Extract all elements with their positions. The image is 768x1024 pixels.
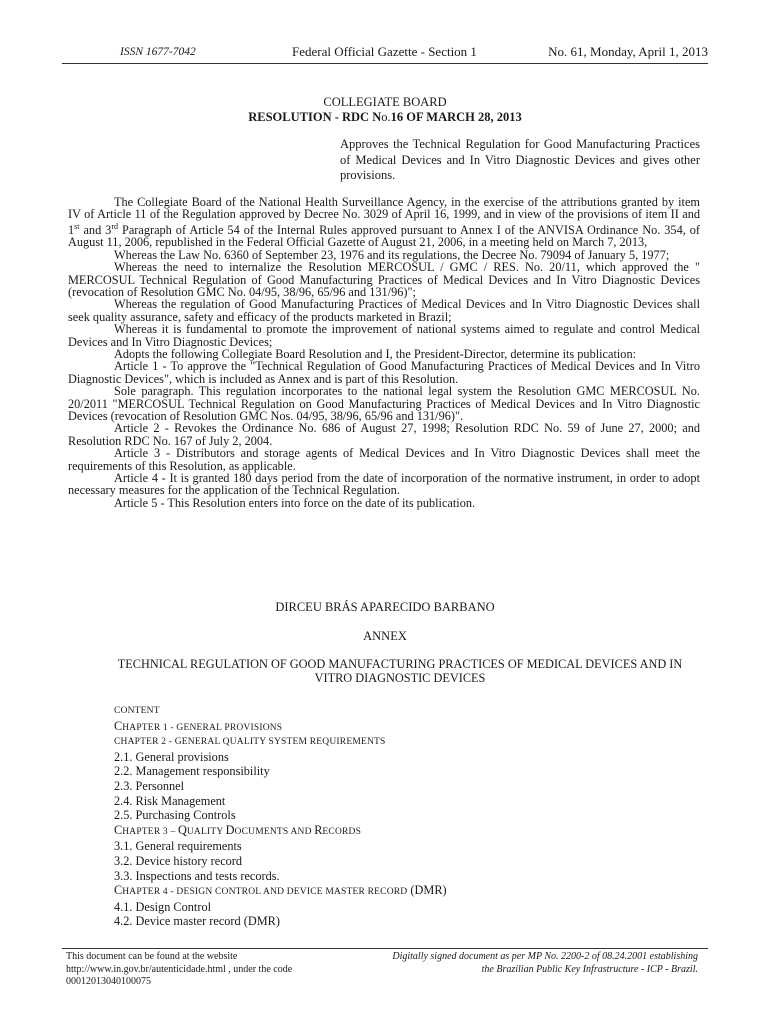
footer-right bbox=[392, 951, 698, 976]
resolution-body bbox=[68, 196, 700, 509]
toc-item: 2.4. Risk Management bbox=[114, 793, 226, 808]
footer-left bbox=[66, 951, 292, 989]
board-title: COLLEGIATE BOARD bbox=[323, 95, 447, 109]
article-4: Article 4 - It is granted 180 days period from the date of incorporation of the normative instrument, in order to adopt necessary measures for the application of the Technical Regulation. bbox=[68, 471, 700, 498]
whereas-paragraph: Whereas it is fundamental to promote the improvement of national systems aimed to regulate and control Medical Devices and In Vitro Diagnostic Devices; bbox=[68, 322, 700, 349]
resolution-title: RESOLUTION - RDC No.16 OF MARCH 28, 2013 bbox=[248, 110, 522, 124]
toc-chapter-3: CHAPTER 3 – QUALITY DOCUMENTS AND RECORDS bbox=[114, 822, 362, 837]
toc-item: 2.3. Personnel bbox=[114, 778, 185, 793]
article-5: Article 5 - This Resolution enters into force on the date of its publication. bbox=[114, 495, 476, 510]
sole-paragraph: Sole paragraph. This regulation incorporates to the national legal system the Resolution GMC MERCOSUL No. 20/2011 "MERCOSUL Technical Regulation on Good Manufacturing Practices of Medical Devices and In Vitro Diagnostic Devices (revocation of Resolution GMC Nos. 04/95, 38/96, 65/96 and 131/96)". bbox=[68, 384, 700, 423]
annex-title: TECHNICAL REGULATION OF GOOD MANUFACTURING PRACTICES OF MEDICAL DEVICES AND IN VITRO DIAGNOSTIC DEVICES bbox=[117, 657, 683, 685]
resolution-summary: Approves the Technical Regulation for Good Manufacturing Practices of Medical Devices and In Vitro Diagnostic Devices and gives other provisions. bbox=[340, 137, 700, 182]
footer-url: http://www.in.gov.br/autenticidade.html , under the code bbox=[66, 963, 293, 975]
whereas-paragraph: Whereas the need to internalize the Resolution MERCOSUL / GMC / RES. No. 20/11, which approved the " MERCOSUL Technical Regulation of Good Manufacturing Practices of Medical Devices and In Vitro Diagnostic Devices (revocation of Resolution GMC No. 04/95, 38/96, 65/96 and 131/96)"; bbox=[68, 260, 700, 299]
whereas-paragraph: Whereas the regulation of Good Manufacturing Practices of Medical Devices and In Vitro Diagnostic Devices shall seek quality assurance, safety and efficacy of the products marketed in Brazil; bbox=[68, 297, 700, 324]
footer-divider bbox=[62, 948, 708, 949]
annex-label: ANNEX bbox=[363, 629, 407, 643]
toc-content-label: CONTENT bbox=[114, 706, 160, 716]
toc-item: 3.1. General requirements bbox=[114, 839, 242, 854]
toc-chapter-2: CHAPTER 2 - GENERAL QUALITY SYSTEM REQUIREMENTS bbox=[114, 737, 386, 748]
page-header bbox=[62, 44, 708, 62]
toc-item: 4.2. Device master record (DMR) bbox=[114, 914, 280, 929]
issn: ISSN 1677-7042 bbox=[120, 46, 196, 58]
preamble-paragraph: The Collegiate Board of the National Health Surveillance Agency, in the exercise of the attributions granted by item IV of Article 11 of the Regulation approved by Decree No. 3029 of April 16, 1999, and in view of the provisions of item II and 1st and 3rd Paragraph of Article 54 of the Internal Rules approved pursuant to Annex I of the ANVISA Ordinance No. 354, of August 11, 2006, republished in the Federal Official Gazette of August 21, 2006, in a meeting held on March 7, 2013, bbox=[68, 195, 700, 250]
toc-item: 3.3. Inspections and tests records. bbox=[114, 868, 280, 883]
article-3: Article 3 - Distributors and storage agents of Medical Devices and In Vitro Diagnostic Devices shall meet the requirements of this Resolution, as applicable. bbox=[68, 446, 700, 473]
toc-item: 2.5. Purchasing Controls bbox=[114, 808, 236, 823]
whereas-paragraph: Whereas the Law No. 6360 of September 23, 1976 and its regulations, the Decree No. 79094 of January 5, 1977; bbox=[114, 247, 670, 262]
footer-website-note: This document can be found at the website bbox=[66, 951, 238, 962]
toc-chapter-4: CHAPTER 4 - DESIGN CONTROL AND DEVICE MASTER RECORD (DMR) bbox=[114, 883, 447, 898]
issue-info: No. 61, Monday, April 1, 2013 bbox=[548, 44, 708, 59]
gazette-title: Federal Official Gazette - Section 1 bbox=[292, 44, 477, 59]
article-1: Article 1 - To approve the "Technical Regulation of Good Manufacturing Practices of Medical Devices and In Vitro Diagnostic Devices", which is included as Annex and is part of this Resolution. bbox=[68, 359, 700, 386]
footer-signature-note: Digitally signed document as per MP No. 2200-2 of 08.24.2001 establishing bbox=[392, 951, 698, 962]
table-of-contents bbox=[114, 704, 708, 929]
article-2: Article 2 - Revokes the Ordinance No. 686 of August 27, 1998; Resolution RDC No. 59 of June 27, 2000; and Resolution RDC No. 167 of July 2, 2004. bbox=[68, 421, 700, 448]
toc-item: 2.1. General provisions bbox=[114, 749, 229, 764]
toc-item: 3.2. Device history record bbox=[114, 853, 243, 868]
adopts-paragraph: Adopts the following Collegiate Board Resolution and I, the President-Director, determine its publication: bbox=[114, 346, 637, 361]
footer-icp-note: the Brazilian Public Key Infrastructure - ICP - Brazil. bbox=[481, 963, 698, 975]
footer-code: 00012013040100075 bbox=[66, 976, 151, 987]
toc-item: 2.2. Management responsibility bbox=[114, 764, 270, 779]
signatory-name: DIRCEU BRÁS APARECIDO BARBANO bbox=[275, 600, 495, 614]
toc-item: 4.1. Design Control bbox=[114, 899, 212, 914]
header-divider bbox=[62, 63, 708, 64]
toc-chapter-1: CHAPTER 1 - GENERAL PROVISIONS bbox=[114, 718, 283, 733]
